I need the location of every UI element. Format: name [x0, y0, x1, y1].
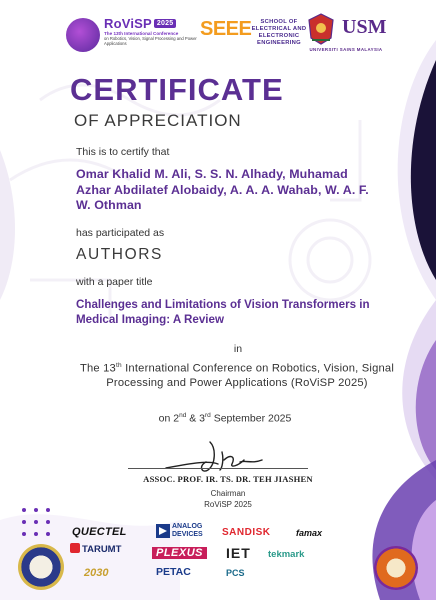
signatory-role: Chairman [210, 489, 246, 498]
sponsor-pcs: PCS [226, 568, 245, 578]
rovisp-brain-icon [66, 18, 100, 52]
rovisp-title: RoViSP [104, 16, 152, 31]
participated-line: has participated as [76, 227, 165, 239]
seee-mark: SEEE [200, 18, 252, 40]
paper-title: Challenges and Limitations of Vision Transformers in Medical Imaging: A Review [76, 298, 370, 326]
sponsor-petac: PETAC [156, 566, 191, 578]
header-logos [58, 10, 387, 58]
rovisp-logo [66, 14, 197, 56]
sponsor-plexus: PLEXUS [152, 547, 207, 559]
signatory-conference: RoViSP 2025 [204, 500, 252, 509]
in-word: in [233, 343, 243, 355]
sponsor-iet: IET [226, 545, 251, 561]
seee-school-text: SCHOOL OF ELECTRICAL AND ELECTRONIC ENGINEERING [251, 19, 307, 46]
usm-crest-icon [306, 12, 336, 46]
sponsor-tekmark: tekmark [268, 549, 305, 560]
certificate-subtitle: OF APPRECIATION [74, 111, 242, 130]
conference-name: The 13th International Conference on Robotics, Vision, Signal Processing and Power Applications (RoViSP 2025) [79, 362, 395, 389]
rovisp-subtitle: on Robotics, Vision, Signal Processing and Power Applications [104, 36, 197, 47]
signature-line [128, 468, 308, 469]
chairman-signature [158, 434, 268, 478]
signatory-name: ASSOC. PROF. IR. TS. DR. TEH JIASHEN [143, 474, 313, 484]
rovisp-year: 2025 [154, 19, 176, 28]
paper-title-label: with a paper title [76, 276, 153, 288]
usm-logo: USM [342, 16, 387, 38]
sponsor-logos [0, 520, 436, 600]
rovisp-edition: The 13th International Conference [104, 31, 179, 36]
usm-university-text: UNIVERSITI SAINS MALAYSIA [309, 47, 383, 52]
analog-devices-icon [156, 524, 170, 538]
sponsor-sandisk: SANDISK [222, 527, 271, 538]
sponsor-2030: 2030 [84, 567, 109, 579]
participant-role: AUTHORS [76, 246, 163, 263]
seee-logo [200, 18, 251, 41]
author-names: Omar Khalid M. Ali, S. S. N. Alhady, Muhamad Azhar Abdilatef Alobaidy, A. A. A. Wahab, W. A. F. W. Othman [76, 167, 369, 212]
sponsor-famax: famax [296, 528, 323, 538]
sponsor-analog-devices: ANALOG DEVICES [156, 522, 212, 540]
tarumt-icon [70, 543, 80, 553]
sponsor-tarumt: TARUMT [70, 543, 121, 555]
certificate-title: CERTIFICATE [70, 72, 284, 107]
sponsor-quectel: QUECTEL [72, 526, 127, 538]
certify-line: This is to certify that [76, 146, 170, 158]
conference-dates: on 2nd & 3rd September 2025 [158, 412, 292, 425]
